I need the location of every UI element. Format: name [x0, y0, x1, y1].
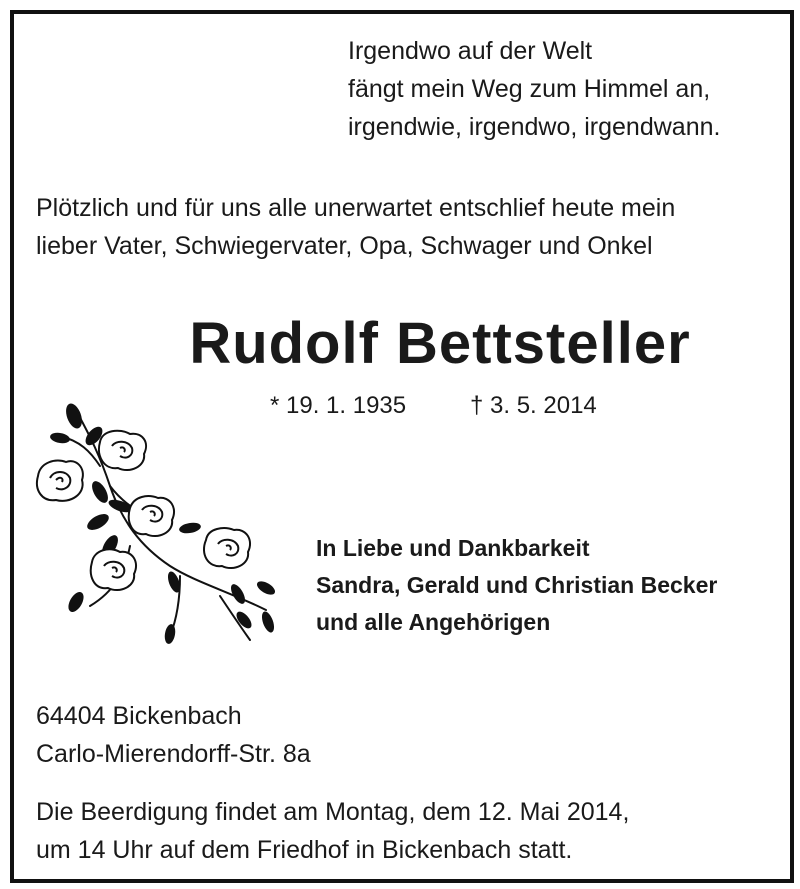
- signature-line-2: Sandra, Gerald und Christian Becker: [316, 572, 718, 598]
- funeral-line-2: um 14 Uhr auf dem Friedhof in Bickenbach statt.: [36, 836, 573, 864]
- birth-date: * 19. 1. 1935: [270, 392, 407, 419]
- death-date: † 3. 5. 2014: [470, 392, 597, 419]
- intro-line-1: Plötzlich und für uns alle unerwartet entschlief heute mein: [36, 194, 676, 222]
- address-line-1: 64404 Bickenbach: [36, 702, 242, 730]
- signature-line-1: In Liebe und Dankbarkeit: [316, 535, 590, 561]
- rose-branch-icon: [30, 396, 290, 656]
- signature-line-3: und alle Angehörigen: [316, 609, 551, 635]
- funeral-line-1: Die Beerdigung findet am Montag, dem 12. Mai 2014,: [36, 798, 630, 826]
- address-line-2: Carlo-Mierendorff-Str. 8a: [36, 740, 311, 768]
- intro-line-2: lieber Vater, Schwiegervater, Opa, Schwager und Onkel: [36, 232, 653, 260]
- verse-line-3: irgendwie, irgendwo, irgendwann.: [348, 113, 721, 141]
- verse-line-2: fängt mein Weg zum Himmel an,: [348, 75, 711, 103]
- verse-line-1: Irgendwo auf der Welt: [348, 37, 593, 65]
- deceased-name: Rudolf Bettsteller: [189, 311, 691, 376]
